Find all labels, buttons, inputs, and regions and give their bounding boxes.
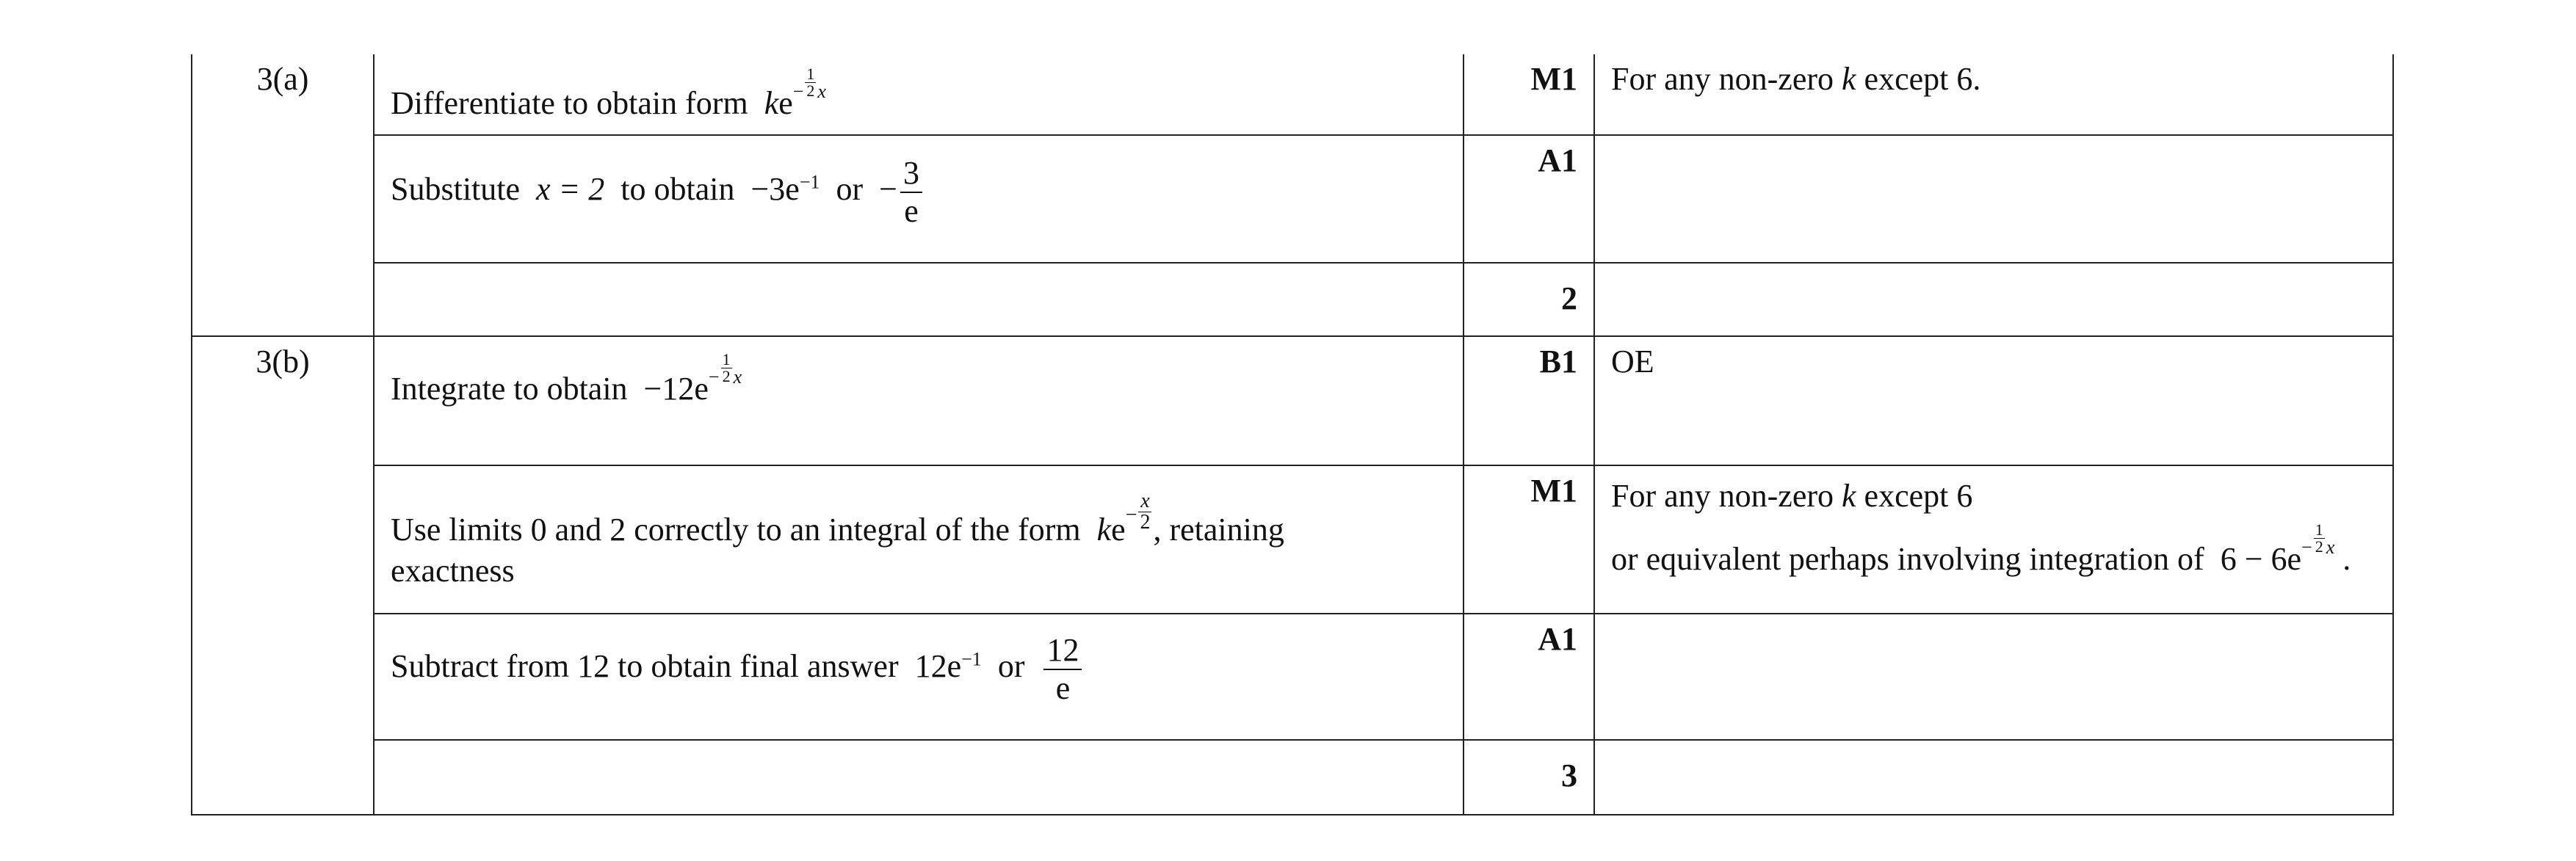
guidance-cell	[1594, 465, 2393, 614]
question-number: 3(b)	[256, 344, 310, 379]
mark-total: 3	[1561, 758, 1577, 793]
question-number: 3(a)	[256, 61, 309, 97]
mark-code: A1	[1538, 142, 1577, 178]
mark-total: 2	[1561, 280, 1577, 316]
mark-total-cell	[1464, 740, 1594, 815]
mark-cell	[1464, 54, 1594, 135]
answer-text: Integrate to obtain	[391, 371, 628, 407]
answer-cell	[374, 135, 1464, 263]
answer-text: Differentiate to obtain form	[391, 85, 748, 121]
fraction: $\frac{12}{e}$	[1043, 632, 1082, 707]
mark-total-cell	[1464, 263, 1594, 336]
question-number-cell	[192, 54, 374, 336]
answer-math: −12e− $\frac{1}{2}$ x	[643, 350, 742, 407]
fraction: $\frac{3}{e}$	[900, 155, 922, 230]
mark-code: M1	[1530, 61, 1577, 97]
mark-code: M1	[1530, 473, 1577, 509]
mark-scheme-table	[191, 54, 2394, 815]
mark-cell	[1464, 465, 1594, 614]
mark-cell	[1464, 614, 1594, 740]
table-row	[192, 263, 2393, 336]
guidance-cell	[1594, 336, 2393, 465]
answer-math: ke− $\frac{1}{2}$ x	[764, 65, 826, 121]
guidance-text-line2: or equivalent perhaps involving integration of 6 − 6e− $\frac{1}{2}$ x .	[1611, 520, 2351, 577]
guidance-cell	[1594, 614, 2393, 740]
guidance-cell	[1594, 54, 2393, 135]
table-row	[192, 54, 2393, 135]
mark-code: B1	[1539, 344, 1577, 379]
answer-text: Subtract from 12 to obtain final answer $12e^{-1}$ or $\frac{12}{e}$	[391, 648, 1085, 684]
answer-text: Substitute x = 2 to obtain $-3e^{-1}$ or − $\frac{3}{e}$	[391, 171, 925, 207]
table-row	[192, 336, 2393, 465]
guidance-cell	[1594, 135, 2393, 263]
guidance-text-line1: For any non-zero k except 6	[1611, 478, 1973, 514]
answer-cell	[374, 54, 1464, 135]
answer-cell	[374, 263, 1464, 336]
answer-cell	[374, 336, 1464, 465]
table-row	[192, 135, 2393, 263]
guidance-text: For any non-zero k except 6.	[1611, 61, 1981, 97]
mark-cell	[1464, 336, 1594, 465]
guidance-cell	[1594, 263, 2393, 336]
table-row	[192, 740, 2393, 815]
answer-cell	[374, 465, 1464, 614]
question-number-cell	[192, 336, 374, 815]
guidance-cell	[1594, 740, 2393, 815]
mark-code: A1	[1538, 621, 1577, 657]
answer-text: Use limits 0 and 2 correctly to an integral of the form ke− $\frac{x}{2}$ , retaining exactness	[391, 490, 1284, 589]
table-row	[192, 614, 2393, 740]
answer-cell	[374, 740, 1464, 815]
table-row	[192, 465, 2393, 614]
guidance-text: OE	[1611, 344, 1654, 379]
answer-cell	[374, 614, 1464, 740]
mark-cell	[1464, 135, 1594, 263]
